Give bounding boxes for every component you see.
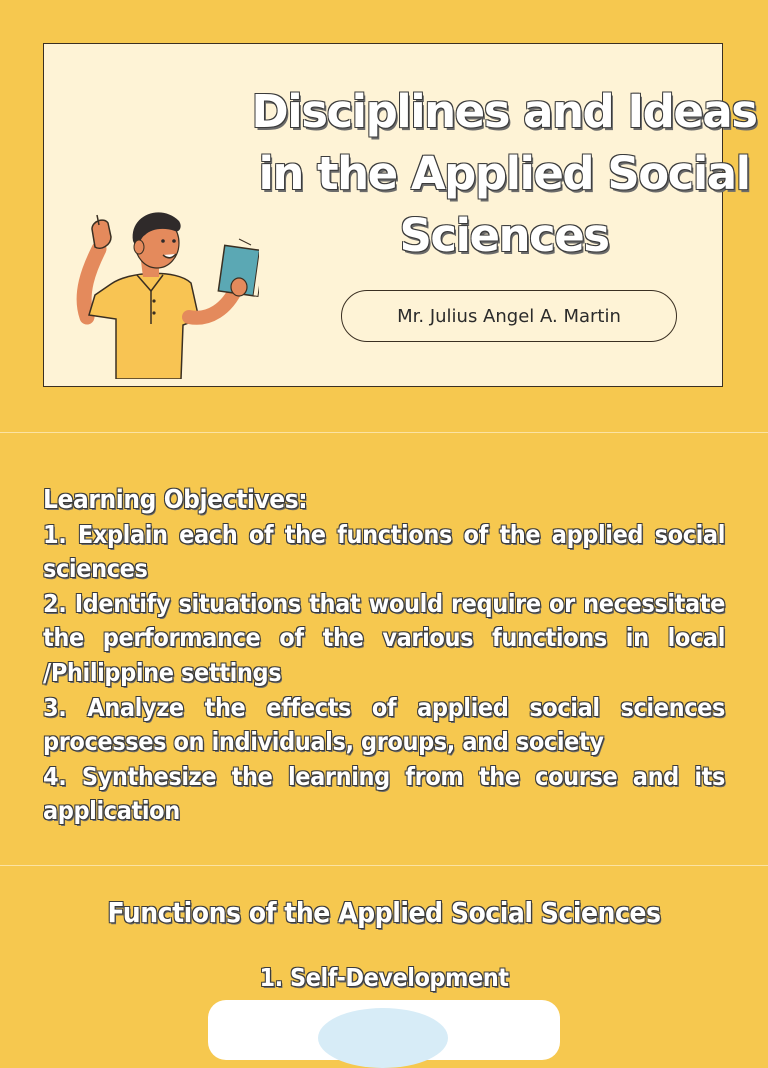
image-card — [208, 1000, 560, 1060]
objective-item-4: 4. Synthesize the learning from the course and its application — [43, 761, 725, 826]
functions-subtitle: 1. Self-Development — [259, 963, 509, 992]
presentation-title: Disciplines and Ideas in the Applied Social Sciences — [251, 85, 757, 262]
man-holding-book-icon — [59, 199, 259, 379]
author-name: Mr. Julius Angel A. Martin — [397, 305, 621, 327]
objective-item-2: 2. Identify situations that would require or necessitate the performance of the various functions in local /Philippine settings — [43, 588, 725, 687]
objectives-slide — [0, 433, 768, 865]
functions-slide — [0, 866, 768, 1024]
objectives-block — [43, 483, 725, 829]
author-pill — [341, 290, 677, 342]
objective-item-1: 1. Explain each of the functions of the applied social sciences — [43, 519, 725, 584]
functions-title: Functions of the Applied Social Sciences — [107, 896, 661, 929]
title-card — [43, 43, 757, 387]
objectives-heading: Learning Objectives: — [43, 485, 308, 515]
image-card-blob — [318, 1008, 448, 1068]
title-slide — [0, 0, 768, 432]
man-holding-book-illustration — [59, 199, 259, 383]
objective-item-3: 3. Analyze the effects of applied social sciences processes on individuals, groups, and society — [43, 692, 725, 757]
